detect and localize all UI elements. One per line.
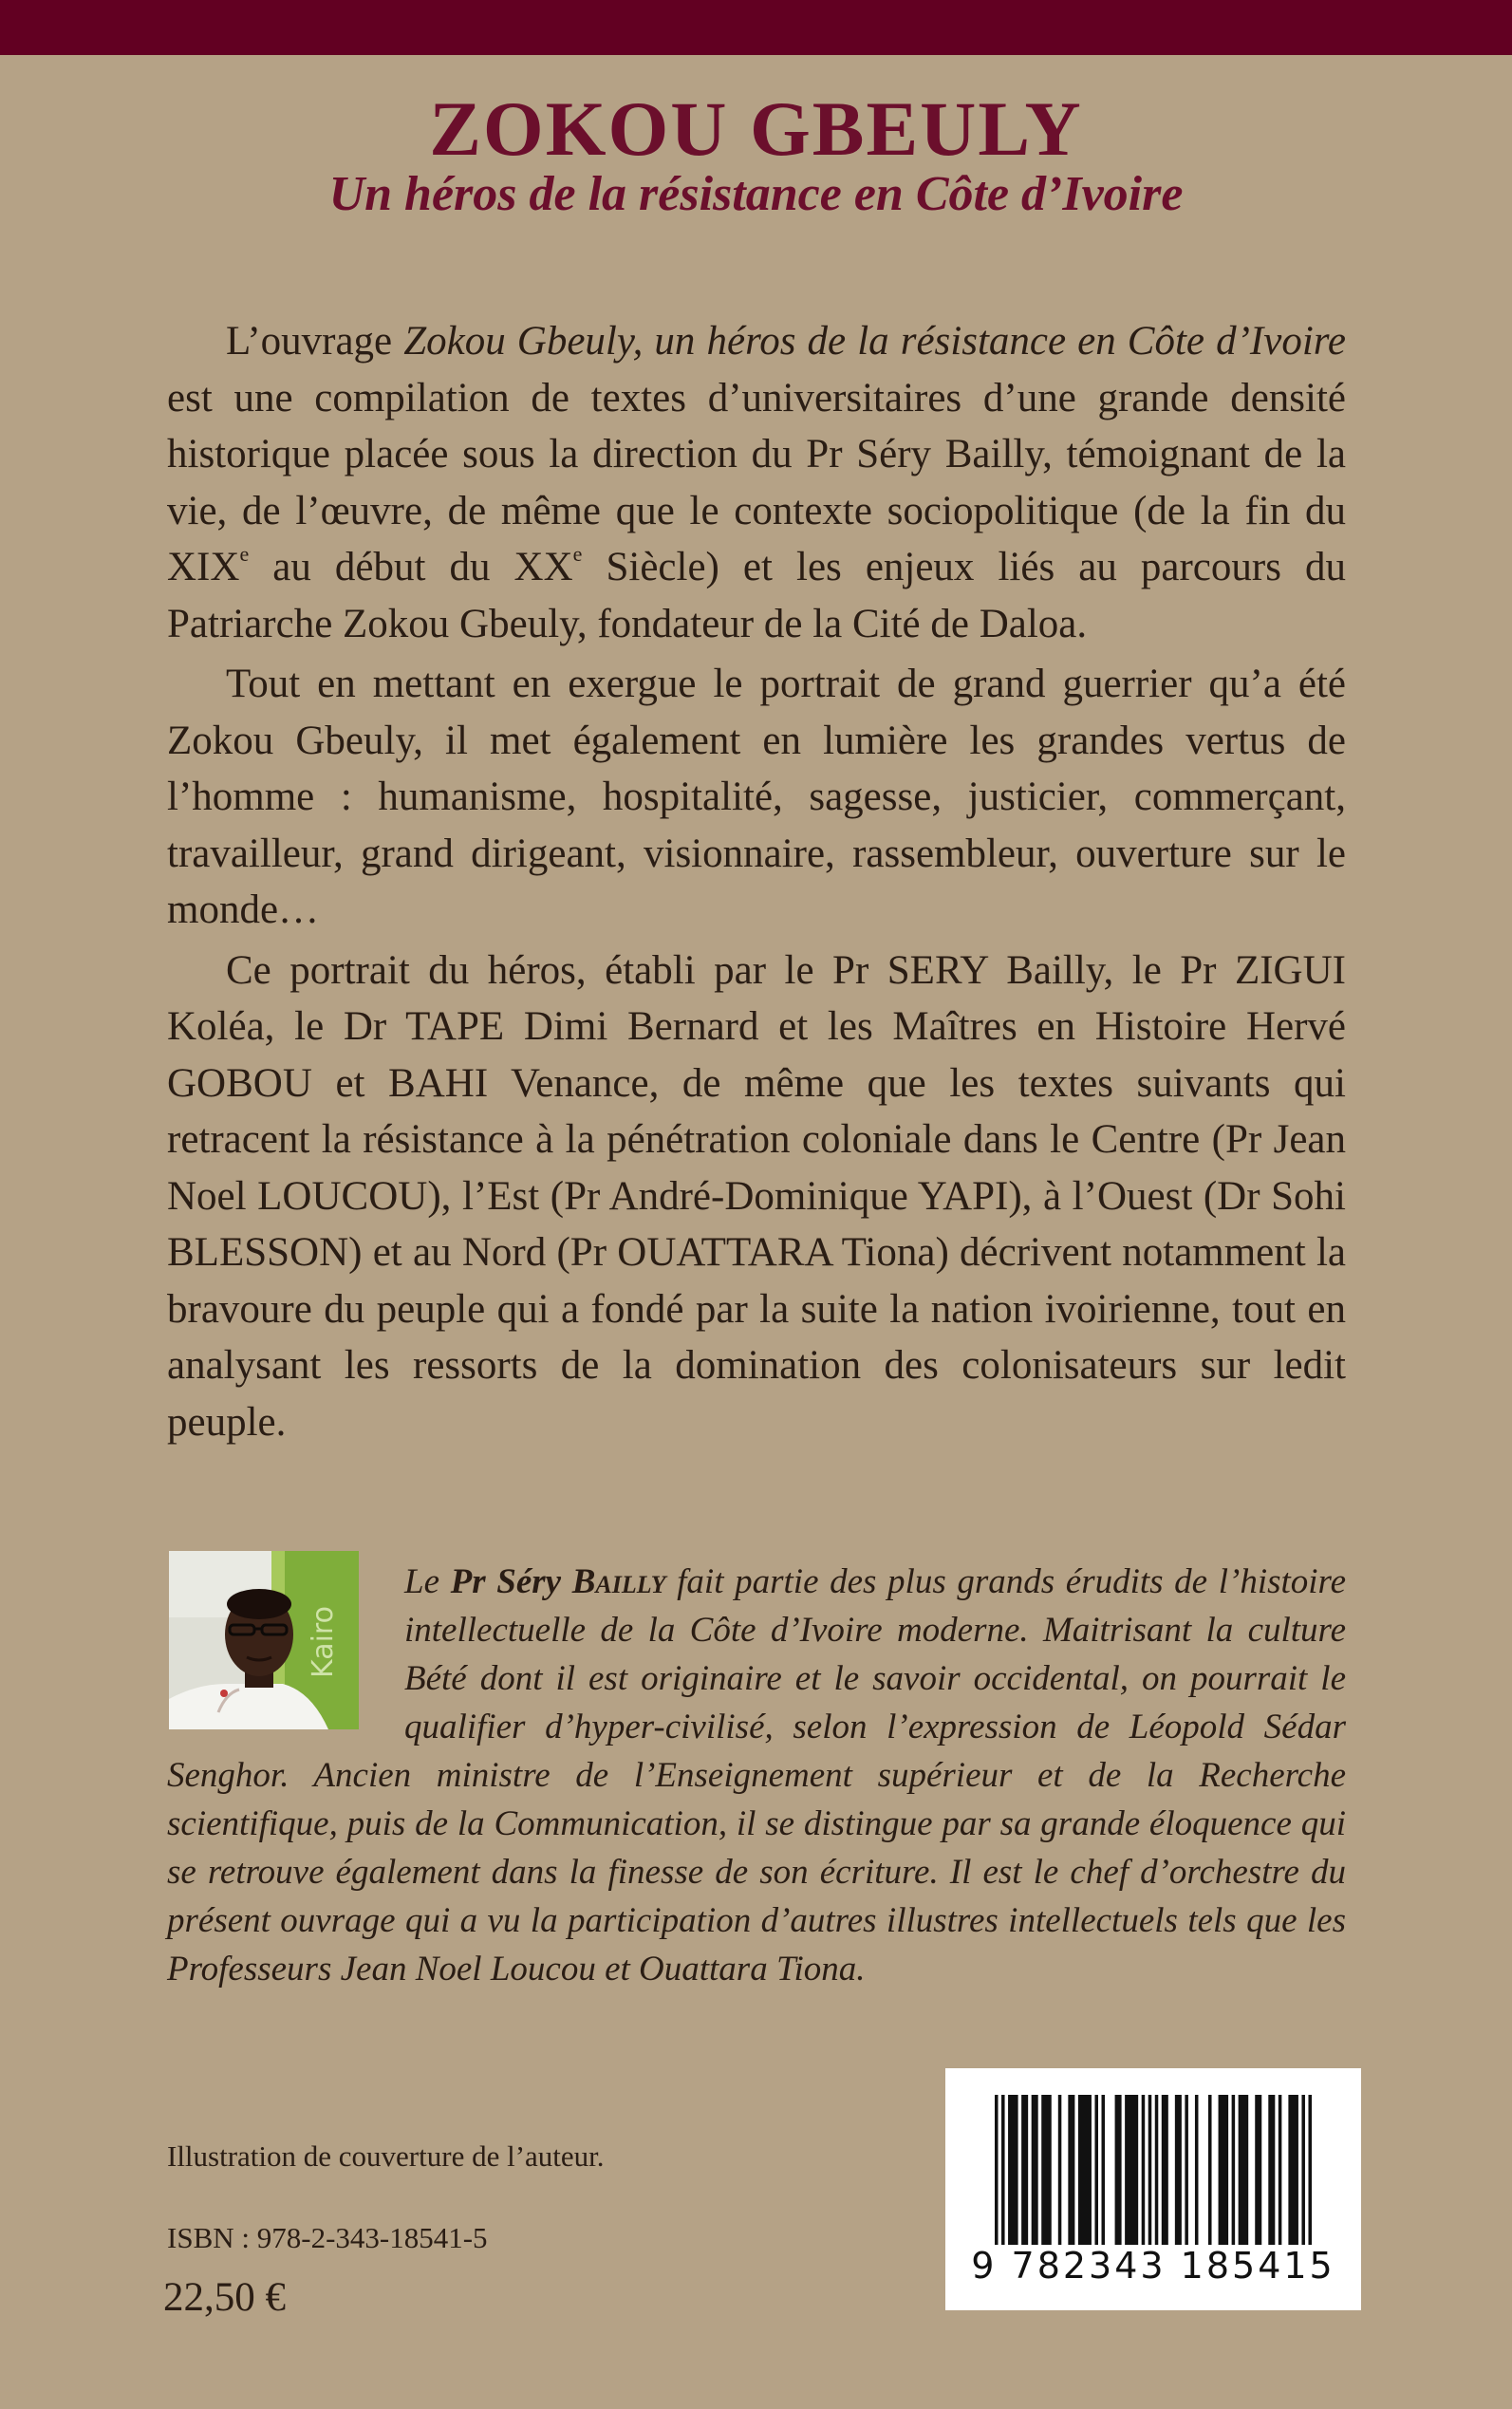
barcode-bar [1288,2095,1298,2245]
barcode-bar [1301,2095,1305,2245]
barcode-bar [1115,2095,1122,2245]
barcode-bar [1008,2095,1018,2245]
barcode-bar [1255,2095,1261,2245]
barcode-bar [1279,2095,1282,2245]
barcode-bar [995,2095,999,2245]
top-color-band [0,0,1512,55]
barcode-bar [1032,2095,1038,2245]
barcode-bar [1239,2095,1249,2245]
book-subtitle: Un héros de la résistance en Côte d’Ivoire [328,167,1184,221]
barcode-bar [1232,2095,1236,2245]
century-superscript-1: e [239,542,250,566]
barcode-bars [995,2095,1312,2245]
barcode-bar [1308,2095,1312,2245]
photo-wrap-space [167,1558,404,1747]
barcode-digits: 9 782343 185415 [971,2245,1335,2287]
summary-intro: L’ouvrage [226,319,404,364]
barcode-bar [1021,2095,1028,2245]
barcode-bar [1102,2095,1106,2245]
barcode-bar [1001,2095,1005,2245]
barcode-bar [1219,2095,1229,2245]
summary-paragraph-2: Tout en mettant en exergue le portrait de grand guerrier qu’a été Zokou Gbeuly, il met également en lumière les grandes vertus de l’homme : humanisme, hospitalité, sagesse, justicier, commerçant, travailleur, grand dirigeant, visionnaire, rassembleur, ouverture sur le monde… [167,662,1346,932]
summary-text-3: Siècle) et les enjeux liés au parcours du Patriarche Zokou Gbeuly, fondateur de la Cité de Daloa. [167,545,1346,646]
summary-book-title: Zokou Gbeuly, un héros de la résistance en Côte d’Ivoire [403,319,1346,364]
author-name-first: Pr Séry [450,1562,572,1601]
author-bio-rest: fait partie des plus grands érudits de l’histoire intellectuelle de la Côte d’Ivoire moderne. Maitrisant la culture Bété dont il est originaire et le savoir occidental, on pourrait le qualifier d’hyper-civilisé, selon l’expression de Léopold Sédar Senghor. Ancien ministre de l’Enseignement supérieur et de la Recherche scientifique, puis de la Communication, il se distingue par sa grande éloquence qui se retrouve également dans la finesse de son écriture. Il est le chef d’orchestre du présent ouvrage qui a vu la participation d’autres illustres intellectuels tels que les Professeurs Jean Noel Loucou et Ouattara Tiona. [167,1562,1347,1989]
author-bio-prefix: Le [404,1562,451,1601]
summary-paragraph-1 [167,313,1346,652]
summary-paragraph-3: Ce portrait du héros, établi par le Pr SERY Bailly, le Pr ZIGUI Koléa, le Dr TAPE Dimi Bernard et les Maîtres en Histoire Hervé GOBOU et BAHI Venance, de même que les textes suivants qui retracent la résistance à la pénétration coloniale dans le Centre (Pr Jean Noel LOUCOU), l’Est (Pr André-Dominique YAPI), à l’Ouest (Dr Sohi BLESSON) et au Nord (Pr OUATTARA Tiona) décrivent notamment la bravoure du peuple qui a fondé par la suite la nation ivoirienne, tout en analysant les ressorts de la domination des colonisateurs sur ledit peuple. [167,947,1346,1445]
barcode-bar [1078,2095,1092,2245]
barcode-bar [1068,2095,1074,2245]
barcode-bar [1185,2095,1188,2245]
barcode-bar [1041,2095,1052,2245]
photo-sign-text: Kairo [307,1606,340,1678]
isbn: ISBN : 978-2-343-18541-5 [167,2221,488,2254]
century-superscript-2: e [572,542,583,566]
barcode-bar [1094,2095,1098,2245]
barcode-bar [1058,2095,1062,2245]
barcode-bar [1155,2095,1159,2245]
barcode-bar [1125,2095,1138,2245]
barcode-bar [1208,2095,1212,2245]
barcode [945,2068,1361,2310]
summary-text-2: au début du XX [249,545,573,589]
barcode-bar [1148,2095,1152,2245]
author-name-last: Bailly [571,1562,666,1601]
back-cover-summary [167,313,1346,1450]
barcode-bar [1268,2095,1275,2245]
barcode-bar [1195,2095,1199,2245]
barcode-bar [1175,2095,1182,2245]
barcode-bar [1162,2095,1168,2245]
illustration-credit: Illustration de couverture de l’auteur. [167,2139,605,2173]
barcode-bar [1142,2095,1146,2245]
summary-text-1: est une compilation de textes d’universitaires d’une grande densité historique placée sous la direction du Pr Séry Bailly, témoignant de la vie, de l’œuvre, de même que le contexte sociopolitique (de la fin du XIX [167,375,1346,589]
author-biography [167,1558,1346,1993]
price: 22,50 € [163,2275,286,2320]
book-title: ZOKOU GBEULY [429,85,1083,172]
